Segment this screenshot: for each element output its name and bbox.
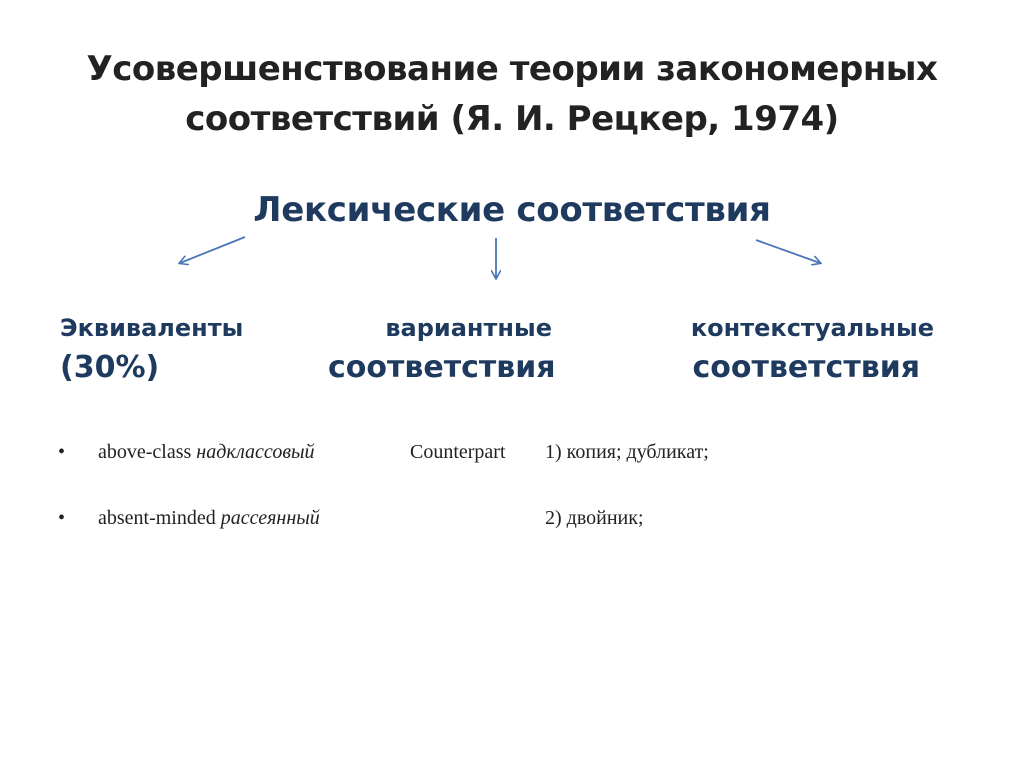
category-variant: [328, 310, 556, 390]
bullet-dot: •: [58, 441, 66, 463]
arrow-left: [180, 237, 245, 263]
slide-title: [40, 44, 984, 144]
term-english: absent-minded: [98, 507, 216, 529]
category-equivalents-label: Эквиваленты: [60, 314, 244, 342]
category-equivalents-percent: (30%): [60, 350, 160, 385]
term-english: above-class: [98, 441, 192, 463]
category-variant-label: вариантные: [385, 314, 552, 342]
title-line-1: Усовершенствование теории закономерных: [86, 49, 938, 89]
bullet-term: [98, 507, 320, 530]
bullet-term: [98, 441, 315, 464]
title-line-2: соответствий (Я. И. Рецкер, 1974): [185, 99, 839, 139]
term-russian: рассеянный: [220, 507, 320, 529]
category-contextual-label: контекстуальные: [690, 314, 934, 342]
bullet-dot: •: [58, 507, 66, 529]
category-contextual-sublabel: соответствия: [692, 350, 920, 385]
term-russian: надклассовый: [196, 441, 315, 463]
counterpart-definition: 2) двойник;: [545, 507, 644, 529]
arrow-right: [756, 240, 820, 263]
category-contextual: [676, 310, 934, 390]
counterpart-word: Counterpart: [410, 441, 506, 463]
category-variant-sublabel: соответствия: [328, 350, 556, 385]
subtitle: Лексические соответствия: [253, 190, 771, 230]
category-equivalents: [60, 310, 243, 390]
counterpart-definition: 1) копия; дубликат;: [545, 441, 709, 463]
